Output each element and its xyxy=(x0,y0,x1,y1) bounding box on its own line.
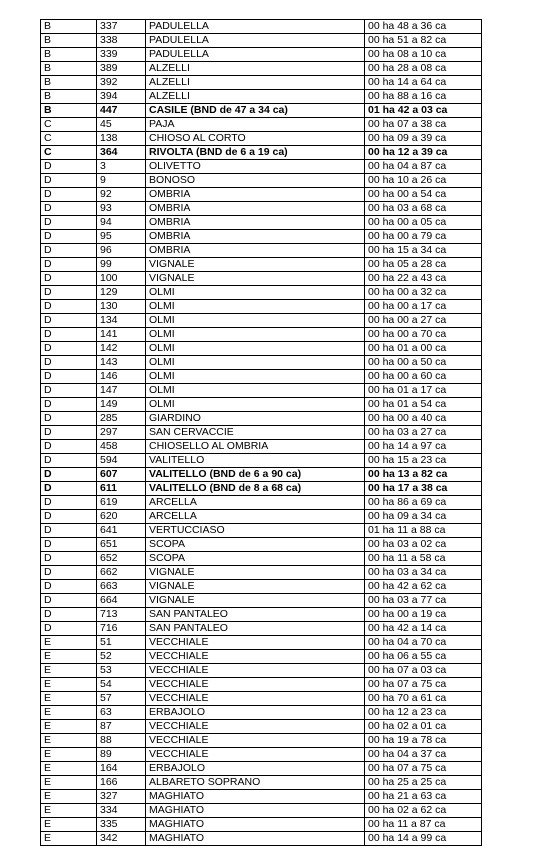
table-row xyxy=(41,356,482,370)
table-row xyxy=(41,692,482,706)
table-row xyxy=(41,160,482,174)
table-row xyxy=(41,286,482,300)
area-cell: 00 ha 10 a 26 ca xyxy=(365,174,482,188)
locality-cell: VECCHIALE xyxy=(146,734,365,748)
area-cell: 01 ha 42 a 03 ca xyxy=(365,104,482,118)
area-cell: 00 ha 42 a 14 ca xyxy=(365,622,482,636)
parcel-number-cell: 447 xyxy=(97,104,146,118)
parcel-number-cell: 164 xyxy=(97,762,146,776)
area-cell: 00 ha 00 a 05 ca xyxy=(365,216,482,230)
section-cell: D xyxy=(41,552,97,566)
table-row xyxy=(41,636,482,650)
locality-cell: VALITELLO (BND de 6 a 90 ca) xyxy=(146,468,365,482)
table-row xyxy=(41,650,482,664)
parcel-number-cell: 149 xyxy=(97,398,146,412)
locality-cell: SAN PANTALEO xyxy=(146,608,365,622)
parcel-number-cell: 652 xyxy=(97,552,146,566)
area-cell: 00 ha 51 a 82 ca xyxy=(365,34,482,48)
area-cell: 00 ha 22 a 43 ca xyxy=(365,272,482,286)
parcel-number-cell: 389 xyxy=(97,62,146,76)
table-row xyxy=(41,146,482,160)
area-cell: 00 ha 86 a 69 ca xyxy=(365,496,482,510)
area-cell: 00 ha 04 a 37 ca xyxy=(365,748,482,762)
area-cell: 00 ha 09 a 34 ca xyxy=(365,510,482,524)
parcel-number-cell: 651 xyxy=(97,538,146,552)
locality-cell: PAJA xyxy=(146,118,365,132)
table-row xyxy=(41,748,482,762)
locality-cell: SCOPA xyxy=(146,552,365,566)
parcel-number-cell: 147 xyxy=(97,384,146,398)
area-cell: 00 ha 00 a 32 ca xyxy=(365,286,482,300)
parcel-number-cell: 129 xyxy=(97,286,146,300)
parcel-number-cell: 9 xyxy=(97,174,146,188)
locality-cell: MAGHIATO xyxy=(146,804,365,818)
locality-cell: OLMI xyxy=(146,356,365,370)
area-cell: 00 ha 17 a 38 ca xyxy=(365,482,482,496)
table-row xyxy=(41,804,482,818)
locality-cell: VECCHIALE xyxy=(146,664,365,678)
parcel-number-cell: 146 xyxy=(97,370,146,384)
parcel-number-cell: 100 xyxy=(97,272,146,286)
area-cell: 00 ha 70 a 61 ca xyxy=(365,692,482,706)
area-cell: 00 ha 04 a 70 ca xyxy=(365,636,482,650)
section-cell: D xyxy=(41,356,97,370)
area-cell: 00 ha 07 a 75 ca xyxy=(365,678,482,692)
area-cell: 00 ha 12 a 39 ca xyxy=(365,146,482,160)
parcel-number-cell: 94 xyxy=(97,216,146,230)
section-cell: D xyxy=(41,524,97,538)
table-row xyxy=(41,510,482,524)
section-cell: B xyxy=(41,20,97,34)
locality-cell: VECCHIALE xyxy=(146,720,365,734)
locality-cell: VECCHIALE xyxy=(146,636,365,650)
section-cell: B xyxy=(41,48,97,62)
parcel-number-cell: 88 xyxy=(97,734,146,748)
locality-cell: PADULELLA xyxy=(146,48,365,62)
section-cell: E xyxy=(41,776,97,790)
table-row xyxy=(41,20,482,34)
locality-cell: ALBARETO SOPRANO xyxy=(146,776,365,790)
parcel-number-cell: 619 xyxy=(97,496,146,510)
table-row xyxy=(41,524,482,538)
parcel-number-cell: 51 xyxy=(97,636,146,650)
parcel-number-cell: 87 xyxy=(97,720,146,734)
table-row xyxy=(41,370,482,384)
section-cell: B xyxy=(41,76,97,90)
locality-cell: VIGNALE xyxy=(146,580,365,594)
section-cell: D xyxy=(41,426,97,440)
locality-cell: OMBRIA xyxy=(146,244,365,258)
area-cell: 00 ha 00 a 70 ca xyxy=(365,328,482,342)
parcel-number-cell: 338 xyxy=(97,34,146,48)
area-cell: 00 ha 00 a 17 ca xyxy=(365,300,482,314)
table-row xyxy=(41,174,482,188)
locality-cell: VIGNALE xyxy=(146,258,365,272)
area-cell: 00 ha 42 a 62 ca xyxy=(365,580,482,594)
section-cell: E xyxy=(41,804,97,818)
parcel-table-body xyxy=(41,20,482,846)
locality-cell: ERBAJOLO xyxy=(146,706,365,720)
parcel-number-cell: 364 xyxy=(97,146,146,160)
table-row xyxy=(41,398,482,412)
area-cell: 00 ha 14 a 97 ca xyxy=(365,440,482,454)
parcel-number-cell: 335 xyxy=(97,818,146,832)
area-cell: 00 ha 05 a 28 ca xyxy=(365,258,482,272)
locality-cell: OLMI xyxy=(146,342,365,356)
document-page xyxy=(40,19,482,846)
area-cell: 00 ha 01 a 17 ca xyxy=(365,384,482,398)
parcel-number-cell: 594 xyxy=(97,454,146,468)
area-cell: 00 ha 08 a 10 ca xyxy=(365,48,482,62)
parcel-number-cell: 92 xyxy=(97,188,146,202)
locality-cell: MAGHIATO xyxy=(146,818,365,832)
section-cell: D xyxy=(41,286,97,300)
section-cell: D xyxy=(41,412,97,426)
locality-cell: OMBRIA xyxy=(146,202,365,216)
section-cell: E xyxy=(41,790,97,804)
locality-cell: OLMI xyxy=(146,384,365,398)
locality-cell: SAN CERVACCIE xyxy=(146,426,365,440)
area-cell: 00 ha 03 a 02 ca xyxy=(365,538,482,552)
table-row xyxy=(41,202,482,216)
locality-cell: ALZELLI xyxy=(146,90,365,104)
parcel-number-cell: 339 xyxy=(97,48,146,62)
locality-cell: PADULELLA xyxy=(146,20,365,34)
section-cell: C xyxy=(41,132,97,146)
parcel-number-cell: 327 xyxy=(97,790,146,804)
parcel-number-cell: 392 xyxy=(97,76,146,90)
area-cell: 00 ha 00 a 27 ca xyxy=(365,314,482,328)
locality-cell: VIGNALE xyxy=(146,272,365,286)
section-cell: D xyxy=(41,622,97,636)
section-cell: E xyxy=(41,748,97,762)
parcel-number-cell: 611 xyxy=(97,482,146,496)
parcel-number-cell: 334 xyxy=(97,804,146,818)
section-cell: D xyxy=(41,272,97,286)
parcel-number-cell: 713 xyxy=(97,608,146,622)
section-cell: E xyxy=(41,818,97,832)
section-cell: D xyxy=(41,216,97,230)
section-cell: D xyxy=(41,538,97,552)
parcel-number-cell: 53 xyxy=(97,664,146,678)
table-row xyxy=(41,34,482,48)
parcel-number-cell: 142 xyxy=(97,342,146,356)
section-cell: D xyxy=(41,230,97,244)
section-cell: D xyxy=(41,566,97,580)
area-cell: 00 ha 11 a 87 ca xyxy=(365,818,482,832)
section-cell: E xyxy=(41,762,97,776)
table-row xyxy=(41,552,482,566)
locality-cell: ALZELLI xyxy=(146,62,365,76)
locality-cell: VIGNALE xyxy=(146,566,365,580)
table-row xyxy=(41,300,482,314)
table-row xyxy=(41,118,482,132)
table-row xyxy=(41,48,482,62)
parcel-number-cell: 134 xyxy=(97,314,146,328)
locality-cell: CASILE (BND de 47 a 34 ca) xyxy=(146,104,365,118)
area-cell: 00 ha 04 a 87 ca xyxy=(365,160,482,174)
section-cell: D xyxy=(41,454,97,468)
locality-cell: VALITELLO (BND de 8 a 68 ca) xyxy=(146,482,365,496)
locality-cell: CHIOSELLO AL OMBRIA xyxy=(146,440,365,454)
section-cell: B xyxy=(41,34,97,48)
locality-cell: ALZELLI xyxy=(146,76,365,90)
section-cell: B xyxy=(41,104,97,118)
table-row xyxy=(41,258,482,272)
locality-cell: SAN PANTALEO xyxy=(146,622,365,636)
table-row xyxy=(41,468,482,482)
area-cell: 00 ha 28 a 08 ca xyxy=(365,62,482,76)
table-row xyxy=(41,216,482,230)
table-row xyxy=(41,384,482,398)
table-row xyxy=(41,188,482,202)
locality-cell: MAGHIATO xyxy=(146,790,365,804)
locality-cell: OLMI xyxy=(146,398,365,412)
area-cell: 00 ha 00 a 54 ca xyxy=(365,188,482,202)
locality-cell: ERBAJOLO xyxy=(146,762,365,776)
parcel-table xyxy=(40,19,482,846)
locality-cell: VECCHIALE xyxy=(146,650,365,664)
parcel-number-cell: 143 xyxy=(97,356,146,370)
locality-cell: OLMI xyxy=(146,300,365,314)
section-cell: E xyxy=(41,706,97,720)
parcel-number-cell: 620 xyxy=(97,510,146,524)
parcel-number-cell: 458 xyxy=(97,440,146,454)
section-cell: B xyxy=(41,62,97,76)
parcel-number-cell: 297 xyxy=(97,426,146,440)
table-row xyxy=(41,664,482,678)
area-cell: 00 ha 14 a 99 ca xyxy=(365,832,482,846)
table-row xyxy=(41,90,482,104)
table-row xyxy=(41,580,482,594)
locality-cell: VIGNALE xyxy=(146,594,365,608)
section-cell: E xyxy=(41,678,97,692)
section-cell: D xyxy=(41,496,97,510)
locality-cell: CHIOSO AL CORTO xyxy=(146,132,365,146)
area-cell: 00 ha 15 a 23 ca xyxy=(365,454,482,468)
parcel-number-cell: 663 xyxy=(97,580,146,594)
section-cell: D xyxy=(41,384,97,398)
area-cell: 00 ha 11 a 58 ca xyxy=(365,552,482,566)
locality-cell: VERTUCCIASO xyxy=(146,524,365,538)
parcel-number-cell: 89 xyxy=(97,748,146,762)
area-cell: 00 ha 06 a 55 ca xyxy=(365,650,482,664)
table-row xyxy=(41,132,482,146)
parcel-number-cell: 63 xyxy=(97,706,146,720)
locality-cell: OMBRIA xyxy=(146,230,365,244)
locality-cell: ARCELLA xyxy=(146,496,365,510)
locality-cell: GIARDINO xyxy=(146,412,365,426)
area-cell: 00 ha 48 a 36 ca xyxy=(365,20,482,34)
table-row xyxy=(41,538,482,552)
area-cell: 00 ha 03 a 34 ca xyxy=(365,566,482,580)
parcel-number-cell: 52 xyxy=(97,650,146,664)
section-cell: D xyxy=(41,398,97,412)
parcel-number-cell: 285 xyxy=(97,412,146,426)
parcel-number-cell: 93 xyxy=(97,202,146,216)
locality-cell: RIVOLTA (BND de 6 a 19 ca) xyxy=(146,146,365,160)
section-cell: E xyxy=(41,636,97,650)
table-row xyxy=(41,76,482,90)
area-cell: 00 ha 21 a 63 ca xyxy=(365,790,482,804)
area-cell: 00 ha 00 a 79 ca xyxy=(365,230,482,244)
table-row xyxy=(41,622,482,636)
area-cell: 00 ha 02 a 62 ca xyxy=(365,804,482,818)
parcel-number-cell: 607 xyxy=(97,468,146,482)
parcel-number-cell: 57 xyxy=(97,692,146,706)
locality-cell: OMBRIA xyxy=(146,188,365,202)
section-cell: C xyxy=(41,118,97,132)
locality-cell: OLMI xyxy=(146,328,365,342)
table-row xyxy=(41,454,482,468)
area-cell: 00 ha 07 a 03 ca xyxy=(365,664,482,678)
parcel-number-cell: 138 xyxy=(97,132,146,146)
locality-cell: VECCHIALE xyxy=(146,748,365,762)
table-row xyxy=(41,272,482,286)
table-row xyxy=(41,832,482,846)
parcel-number-cell: 54 xyxy=(97,678,146,692)
parcel-number-cell: 166 xyxy=(97,776,146,790)
area-cell: 00 ha 01 a 54 ca xyxy=(365,398,482,412)
section-cell: D xyxy=(41,370,97,384)
section-cell: B xyxy=(41,90,97,104)
section-cell: D xyxy=(41,258,97,272)
locality-cell: OLMI xyxy=(146,314,365,328)
table-row xyxy=(41,104,482,118)
parcel-number-cell: 664 xyxy=(97,594,146,608)
table-row xyxy=(41,496,482,510)
area-cell: 00 ha 13 a 82 ca xyxy=(365,468,482,482)
table-row xyxy=(41,62,482,76)
locality-cell: VECCHIALE xyxy=(146,678,365,692)
parcel-number-cell: 130 xyxy=(97,300,146,314)
area-cell: 00 ha 00 a 60 ca xyxy=(365,370,482,384)
parcel-number-cell: 3 xyxy=(97,160,146,174)
section-cell: E xyxy=(41,664,97,678)
parcel-number-cell: 662 xyxy=(97,566,146,580)
section-cell: D xyxy=(41,244,97,258)
locality-cell: VALITELLO xyxy=(146,454,365,468)
section-cell: D xyxy=(41,440,97,454)
table-row xyxy=(41,244,482,258)
table-row xyxy=(41,426,482,440)
area-cell: 00 ha 03 a 68 ca xyxy=(365,202,482,216)
table-row xyxy=(41,314,482,328)
table-row xyxy=(41,608,482,622)
locality-cell: ARCELLA xyxy=(146,510,365,524)
area-cell: 00 ha 03 a 27 ca xyxy=(365,426,482,440)
area-cell: 00 ha 07 a 75 ca xyxy=(365,762,482,776)
section-cell: D xyxy=(41,580,97,594)
locality-cell: OLMI xyxy=(146,370,365,384)
table-row xyxy=(41,790,482,804)
parcel-number-cell: 716 xyxy=(97,622,146,636)
area-cell: 00 ha 01 a 00 ca xyxy=(365,342,482,356)
section-cell: D xyxy=(41,482,97,496)
locality-cell: PADULELLA xyxy=(146,34,365,48)
area-cell: 00 ha 14 a 64 ca xyxy=(365,76,482,90)
parcel-number-cell: 641 xyxy=(97,524,146,538)
section-cell: E xyxy=(41,650,97,664)
area-cell: 01 ha 11 a 88 ca xyxy=(365,524,482,538)
locality-cell: OMBRIA xyxy=(146,216,365,230)
parcel-number-cell: 99 xyxy=(97,258,146,272)
area-cell: 00 ha 02 a 01 ca xyxy=(365,720,482,734)
locality-cell: VECCHIALE xyxy=(146,692,365,706)
locality-cell: OLIVETTO xyxy=(146,160,365,174)
table-row xyxy=(41,776,482,790)
table-row xyxy=(41,720,482,734)
parcel-number-cell: 394 xyxy=(97,90,146,104)
section-cell: D xyxy=(41,468,97,482)
table-row xyxy=(41,678,482,692)
area-cell: 00 ha 25 a 25 ca xyxy=(365,776,482,790)
parcel-number-cell: 96 xyxy=(97,244,146,258)
area-cell: 00 ha 00 a 50 ca xyxy=(365,356,482,370)
area-cell: 00 ha 00 a 19 ca xyxy=(365,608,482,622)
parcel-number-cell: 45 xyxy=(97,118,146,132)
table-row xyxy=(41,706,482,720)
area-cell: 00 ha 19 a 78 ca xyxy=(365,734,482,748)
section-cell: E xyxy=(41,832,97,846)
section-cell: D xyxy=(41,510,97,524)
section-cell: D xyxy=(41,342,97,356)
section-cell: D xyxy=(41,202,97,216)
table-row xyxy=(41,594,482,608)
table-row xyxy=(41,818,482,832)
section-cell: C xyxy=(41,146,97,160)
parcel-number-cell: 95 xyxy=(97,230,146,244)
table-row xyxy=(41,566,482,580)
locality-cell: SCOPA xyxy=(146,538,365,552)
area-cell: 00 ha 00 a 40 ca xyxy=(365,412,482,426)
locality-cell: MAGHIATO xyxy=(146,832,365,846)
parcel-number-cell: 337 xyxy=(97,20,146,34)
section-cell: E xyxy=(41,692,97,706)
area-cell: 00 ha 15 a 34 ca xyxy=(365,244,482,258)
table-row xyxy=(41,412,482,426)
table-row xyxy=(41,762,482,776)
table-row xyxy=(41,440,482,454)
table-row xyxy=(41,342,482,356)
area-cell: 00 ha 03 a 77 ca xyxy=(365,594,482,608)
table-row xyxy=(41,230,482,244)
section-cell: D xyxy=(41,160,97,174)
parcel-number-cell: 141 xyxy=(97,328,146,342)
locality-cell: BONOSO xyxy=(146,174,365,188)
section-cell: E xyxy=(41,734,97,748)
section-cell: D xyxy=(41,174,97,188)
section-cell: D xyxy=(41,188,97,202)
section-cell: E xyxy=(41,720,97,734)
area-cell: 00 ha 07 a 38 ca xyxy=(365,118,482,132)
section-cell: D xyxy=(41,608,97,622)
parcel-number-cell: 342 xyxy=(97,832,146,846)
area-cell: 00 ha 12 a 23 ca xyxy=(365,706,482,720)
table-row xyxy=(41,328,482,342)
area-cell: 00 ha 09 a 39 ca xyxy=(365,132,482,146)
area-cell: 00 ha 88 a 16 ca xyxy=(365,90,482,104)
section-cell: D xyxy=(41,314,97,328)
table-row xyxy=(41,734,482,748)
section-cell: D xyxy=(41,300,97,314)
locality-cell: OLMI xyxy=(146,286,365,300)
section-cell: D xyxy=(41,594,97,608)
table-row xyxy=(41,482,482,496)
section-cell: D xyxy=(41,328,97,342)
